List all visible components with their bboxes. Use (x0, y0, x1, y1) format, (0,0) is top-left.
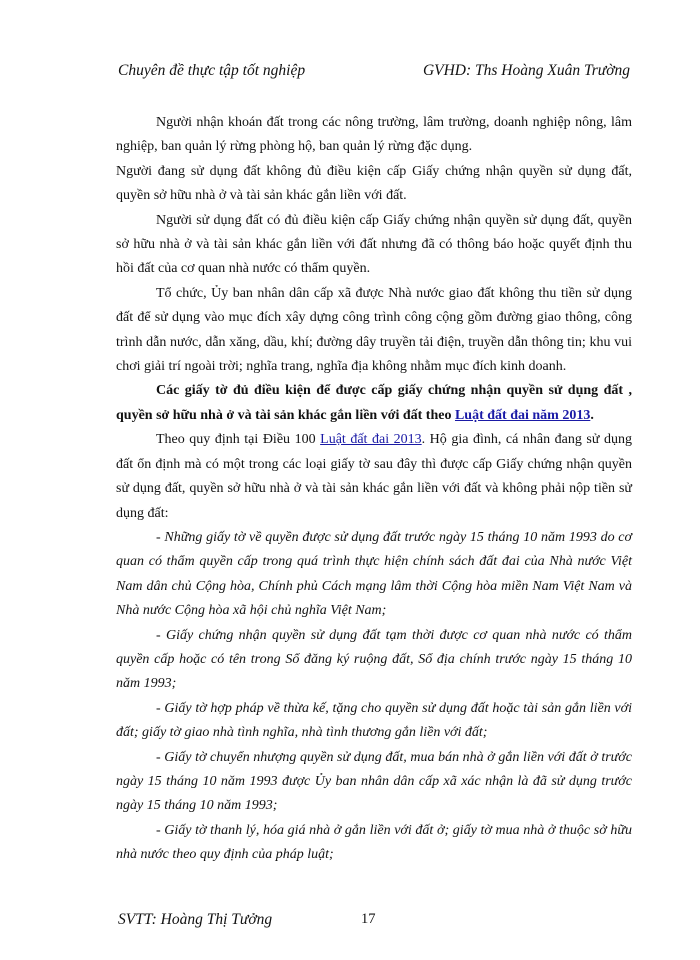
intro-before: Theo quy định tại Điều 100 (156, 432, 321, 448)
list-item: - Giấy chứng nhận quyền sử dụng đất tạm thời được cơ quan nhà nước có thẩm quyền cấp hoặc có tên trong Sổ đăng ký ruộng đất, Sổ địa chính trước ngày 15 tháng 10 năm 1993; (116, 627, 632, 692)
law-link[interactable]: Luật đất đai năm 2013 (454, 407, 591, 423)
page-footer (118, 911, 376, 929)
page-header (118, 62, 630, 84)
paragraph: Tổ chức, Ủy ban nhân dân cấp xã được Nhà nước giao đất không thu tiền sử dụng đất để sử dụng vào mục đích xây dựng công trình công cộng gồm đường giao thông, công trình dẫn nước, dẫn xăng, dầu, khí; đường dây truyền tải điện, truyền dẫn thông tin; khu vui chơi giải trí ngoài trời; nghĩa trang, nghĩa địa không nhằm mục đích kinh doanh. (116, 285, 632, 375)
section-heading (116, 379, 632, 428)
paragraph: Người sử dụng đất có đủ điều kiện cấp Giấy chứng nhận quyền sử dụng đất, quyền sở hữu nhà ở và tài sản khác gắn liền với đất nhưng đã có thông báo hoặc quyết định thu hồi đất của cơ quan nhà nước có thẩm quyền. (116, 212, 632, 277)
footer-author: SVTT: Hoàng Thị Tưởng (118, 911, 273, 928)
list-item: - Giấy tờ hợp pháp về thừa kế, tặng cho quyền sử dụng đất hoặc tài sản gắn liền với đất; giấy tờ giao nhà tình nghĩa, nhà tình thương gắn liền với đất; (116, 700, 632, 741)
list-item: - Giấy tờ chuyển nhượng quyền sử dụng đất, mua bán nhà ở gắn liền với đất ở trước ngày 15 tháng 10 năm 1993 được Ủy ban nhân dân cấp xã xác nhận là đã sử dụng trước ngày 15 tháng 10 năm 1993; (116, 749, 632, 814)
header-title: Chuyên đề thực tập tốt nghiệp (118, 62, 306, 79)
page-number: 17 (361, 911, 376, 927)
header-advisor: GVHD: Ths Hoàng Xuân Trường (422, 62, 630, 79)
intro-paragraph (116, 428, 632, 526)
list-item: - Những giấy tờ về quyền được sử dụng đất trước ngày 15 tháng 10 năm 1993 do cơ quan có thẩm quyền cấp trong quá trình thực hiện chính sách đất đai của Nhà nước Việt Nam dân chủ Cộng hòa, Chính phủ Cách mạng lâm thời Cộng hòa miền Nam Việt Nam và Nhà nước Cộng hòa xã hội chủ nghĩa Việt Nam; (116, 529, 632, 619)
paragraph: Người nhận khoán đất trong các nông trường, lâm trường, doanh nghiệp nông, lâm nghiệp, ban quản lý rừng phòng hộ, ban quản lý rừng đặc dụng. (116, 115, 632, 155)
law-2013-link[interactable]: Luật đất đai 2013 (320, 432, 422, 448)
heading-text: Các giấy tờ đủ điều kiện để được cấp giấy chứng nhận quyền sử dụng đất , quyền sở hữu nhà ở và tài sản khác gắn liền với đất theo (116, 383, 632, 423)
intro-after: . Hộ gia đình, cá nhân đang sử dụng đất ổn định mà có một trong các loại giấy tờ sau đây thì được cấp Giấy chứng nhận quyền sử dụng đất, quyền sở hữu nhà ở và tài sản khác gắn liền với đất và không phải nộp tiền sử dụng đất: (116, 432, 632, 521)
paragraph: Người đang sử dụng đất không đủ điều kiện cấp Giấy chứng nhận quyền sử dụng đất, quyền sở hữu nhà ở và tài sản khác gắn liền với đất. (116, 163, 632, 204)
document-body (116, 111, 632, 868)
list-item: - Giấy tờ thanh lý, hóa giá nhà ở gắn liền với đất ở; giấy tờ mua nhà ở thuộc sở hữu nhà nước theo quy định của pháp luật; (116, 822, 632, 863)
heading-end: . (590, 407, 594, 423)
